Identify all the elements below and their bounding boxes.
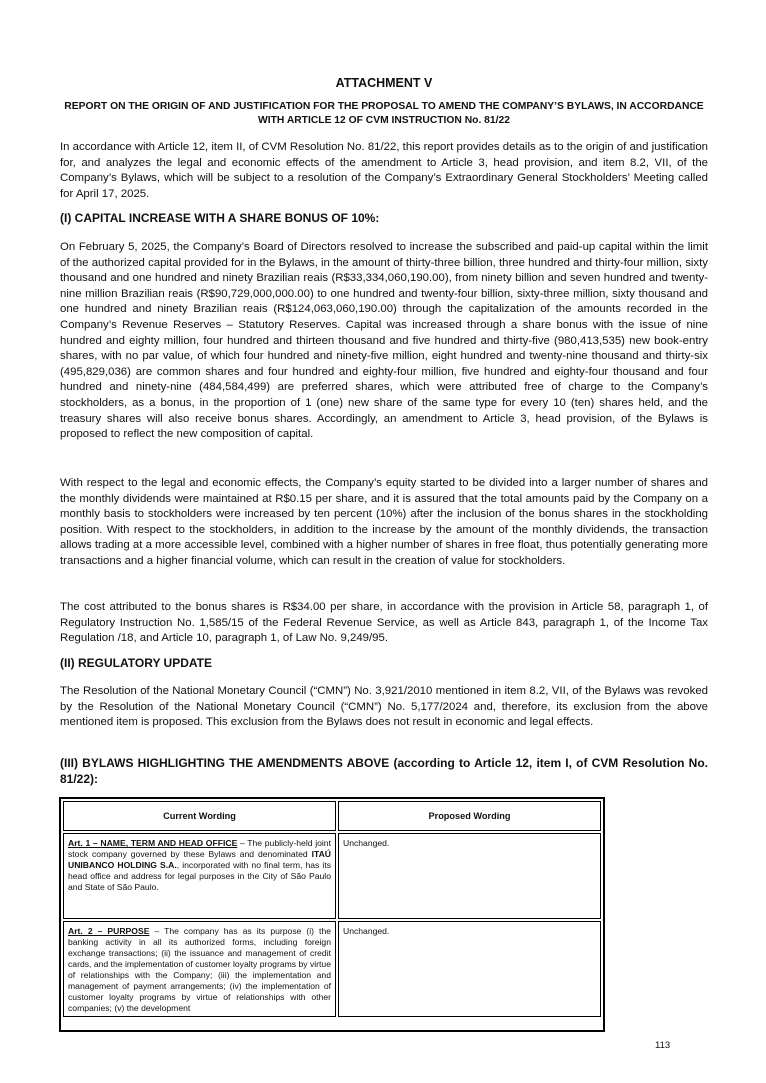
article-heading: Art. 2 – PURPOSE [68, 926, 150, 936]
proposed-wording-cell: Unchanged. [338, 921, 601, 1017]
article-text: – The publicly-held joint stock company governed by these Bylaws and denominated [68, 838, 331, 859]
company-name: ITAÚ UNIBANCO HOLDING S.A. [68, 849, 331, 870]
column-header-proposed: Proposed Wording [338, 801, 601, 831]
table-row [63, 921, 601, 1017]
report-subtitle: REPORT ON THE ORIGIN OF AND JUSTIFICATION FOR THE PROPOSAL TO AMEND THE COMPANY’S BYLAWS, IN ACCORDANCE WITH ARTICLE 12 OF CVM INSTRUCTION No. 81/22 [64, 101, 704, 126]
intro-paragraph: In accordance with Article 12, item II, of CVM Resolution No. 81/22, this report provides details as to the origin of and justification for, and analyzes the legal and economic effects of the amendment to Article 3, head provision, and item 8.2, VII, of the Company’s Bylaws, which will be subject to a resolution of the Company’s Extraordinary General Stockholders’ Meeting called for April 17, 2025. [60, 141, 708, 200]
table-header-row [63, 801, 601, 831]
section-1-paragraph-3: The cost attributed to the bonus shares is R$34.00 per share, in accordance with the provision in Article 58, paragraph 1, of Regulatory Instruction No. 1,585/15 of the Federal Revenue Service, as well as Article 843, paragraph 1, of the Income Tax Regulation /18, and Article 10, paragraph 1, of Law No. 9,249/95. [60, 601, 708, 645]
attachment-title: ATTACHMENT V [335, 76, 433, 90]
section-1-paragraph-1: On February 5, 2025, the Company’s Board of Directors resolved to increase the subscribed and paid-up capital within the limit of the authorized capital provided for in the Bylaws, in the amount of thirty-three billion, three hundred and thirty-four million, sixty thousand and one hundred and ninety Brazilian reais (R$33,334,060,190.00), from ninety billion and seven hundred and twenty-nine million Brazilian reais (R$90,729,000,000.00) to one hundred and twenty-four billion, sixty-three million, sixty thousand and one hundred and ninety Brazilian reais (R$124,063,060,190.00) through the capitalization of the amounts recorded in the Company’s Revenue Reserves – Statutory Reserves. Capital was increased through a share bonus with the issue of nine hundred and eighty million, four hundred and thirteen thousand and five hundred and thirty-five (980,413,535) new book-entry shares, with no par value, of which four hundred and ninety-five million, eight hundred and twenty-nine thousand and thirty-six (495,829,036) are common shares and four hundred and eighty-four million, five hundred and eighty-four thousand and four hundred and ninety-nine (484,584,499) are preferred shares, which were attributed free of charge to the Company’s stockholders, as a bonus, in the proportion of 1 (one) new share of the same type for every 10 (ten) shares held, and the treasury shares will also receive bonus shares. Accordingly, an amendment to Article 3, head provision, of the Bylaws is proposed to reflect the new composition of capital. [60, 241, 708, 441]
section-1-paragraph-2: With respect to the legal and economic effects, the Company’s equity started to be divided into a larger number of shares and the monthly dividends were maintained at R$0.15 per share, and it is assured that the total amounts paid by the Company on a monthly basis to stockholders were increased by ten percent (10%) after the inclusion of the bonus shares in the stockholding position. With respect to the stockholders, in addition to the increase by the amount of the monthly dividends, the transaction allows trading at a more accessible level, combined with a higher number of shares in free float, thus potentially generating more transactions and a higher financial volume, which can result in the creation of value for stockholders. [60, 477, 708, 567]
section-1-heading: (I) CAPITAL INCREASE WITH A SHARE BONUS OF 10%: [60, 211, 380, 225]
proposed-wording-cell: Unchanged. [338, 833, 601, 919]
current-wording-cell [63, 833, 336, 919]
section-3-heading: (III) BYLAWS HIGHLIGHTING THE AMENDMENTS ABOVE (according to Article 12, item I, of CVM Resolution No. 81/22): [60, 756, 708, 786]
section-2-paragraph: The Resolution of the National Monetary Council (“CMN”) No. 3,921/2010 mentioned in item 8.2, VII, of the Bylaws was revoked by the Resolution of the National Monetary Council (“CMN”) No. 5,177/2024 and, therefore, its exclusion from the above mentioned item is proposed. This exclusion from the Bylaws does not result in economic and legal effects. [60, 685, 708, 729]
article-text: – The company has as its purpose (i) the banking activity in all its authorized forms, including foreign exchange transactions; (ii) the issuance and management of credit cards, and the implementation of customer loyalty programs by virtue of relationships with the Company; (iii) the implementation and management of payment arrangements; (iv) the implementation of customer loyalty programs by virtue of relationships with other companies; (v) the development [68, 926, 331, 1013]
section-2-heading: (II) REGULATORY UPDATE [60, 656, 213, 670]
article-heading: Art. 1 – NAME, TERM AND HEAD OFFICE [68, 838, 238, 848]
table-row [63, 833, 601, 919]
bylaws-comparison-table [59, 797, 605, 1032]
column-header-current: Current Wording [63, 801, 336, 831]
article-text: , incorporated with no final term, has its head office and address for legal purposes in the City of São Paulo and State of São Paulo. [68, 860, 332, 892]
page-number: 113 [655, 1040, 671, 1051]
current-wording-cell [63, 921, 336, 1017]
